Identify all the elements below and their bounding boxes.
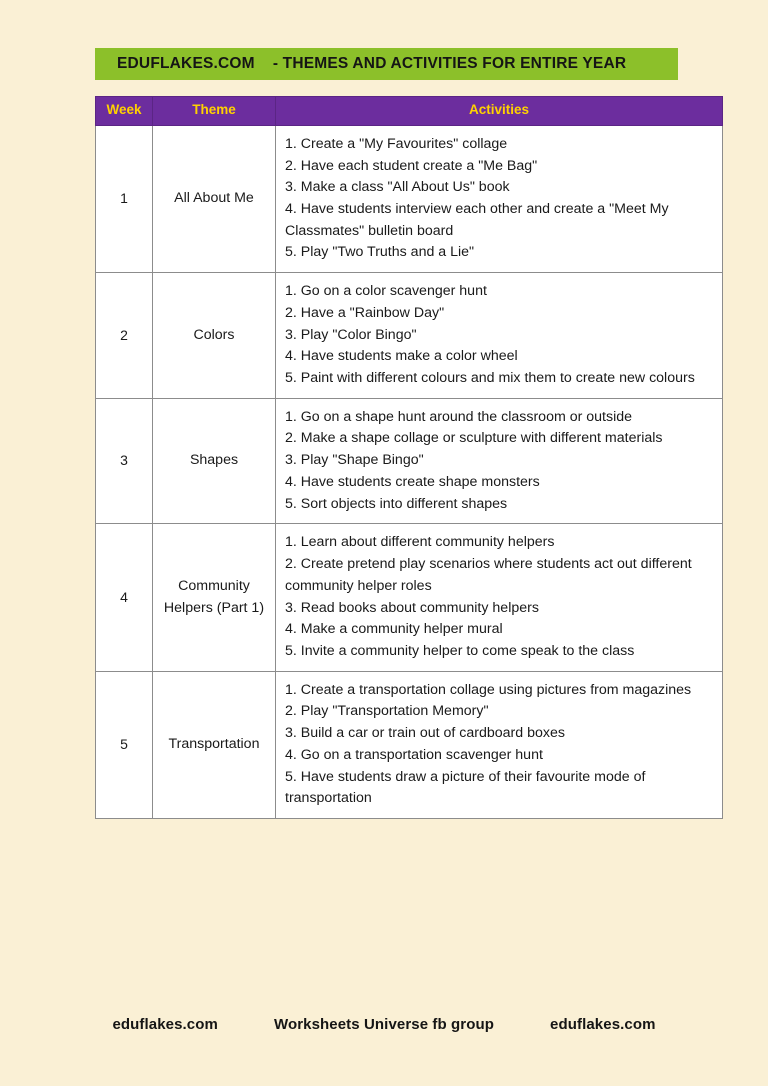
table-row <box>96 398 723 524</box>
cell-activities <box>276 398 723 524</box>
table-row <box>96 125 723 272</box>
column-header-theme: Theme <box>153 97 276 126</box>
activity-item: 3. Make a class "All About Us" book <box>285 179 510 196</box>
activity-item: 1. Learn about different community helpers <box>285 534 555 551</box>
title-banner <box>95 48 678 80</box>
activity-item: 4. Go on a transportation scavenger hunt <box>285 746 543 763</box>
activity-item: 1. Create a "My Favourites" collage <box>285 135 508 152</box>
footer-fb-group: Worksheets Universe fb group <box>273 1016 495 1033</box>
cell-theme: Shapes <box>153 398 276 524</box>
activity-item: 2. Have each student create a "Me Bag" <box>285 157 538 174</box>
activity-item: 1. Go on a color scavenger hunt <box>285 283 487 300</box>
cell-week: 3 <box>96 398 153 524</box>
activity-item: 5. Sort objects into different shapes <box>285 495 508 512</box>
cell-theme: Transportation <box>153 671 276 818</box>
title-banner-fill <box>95 48 678 80</box>
activity-item: 2. Make a shape collage or sculpture with different materials <box>285 430 663 447</box>
activity-item: 2. Create pretend play scenarios where students act out different community helper roles <box>285 556 692 594</box>
cell-week: 4 <box>96 524 153 671</box>
page-footer <box>0 1016 768 1033</box>
activity-item: 3. Play "Shape Bingo" <box>285 452 424 469</box>
schedule-table-container <box>95 96 722 819</box>
schedule-table <box>95 96 723 819</box>
table-row <box>96 273 723 399</box>
activity-item: 2. Play "Transportation Memory" <box>285 703 489 720</box>
activity-item: 5. Invite a community helper to come speak to the class <box>285 642 635 659</box>
activity-item: 3. Play "Color Bingo" <box>285 326 417 343</box>
cell-activities <box>276 125 723 272</box>
activity-item: 5. Play "Two Truths and a Lie" <box>285 244 475 261</box>
cell-theme: All About Me <box>153 125 276 272</box>
activity-item: 4. Have students interview each other and create a "Meet My Classmates" bulletin board <box>285 201 669 239</box>
activity-item: 3. Read books about community helpers <box>285 599 539 616</box>
column-header-activities: Activities <box>276 97 723 126</box>
cell-theme: Community Helpers (Part 1) <box>153 524 276 671</box>
activity-item: 5. Paint with different colours and mix them to create new colours <box>285 370 695 387</box>
activity-item: 4. Make a community helper mural <box>285 621 503 638</box>
activity-item: 4. Have students create shape monsters <box>285 473 540 490</box>
cell-theme: Colors <box>153 273 276 399</box>
title-banner-text: EDUFLAKES.COM - THEMES AND ACTIVITIES FOR ENTIRE YEAR <box>117 55 627 72</box>
table-header-row <box>96 97 723 126</box>
activity-item: 5. Have students draw a picture of their favourite mode of transportation <box>285 768 646 807</box>
cell-week: 2 <box>96 273 153 399</box>
cell-week: 5 <box>96 671 153 818</box>
activity-item: 4. Have students make a color wheel <box>285 348 518 365</box>
footer-site-right: eduflakes.com <box>550 1016 656 1033</box>
table-body <box>96 125 723 818</box>
activity-item: 1. Go on a shape hunt around the classroom or outside <box>285 408 633 425</box>
footer-site-left: eduflakes.com <box>112 1016 218 1033</box>
activity-item: 2. Have a "Rainbow Day" <box>285 304 445 321</box>
column-header-week: Week <box>96 97 153 126</box>
cell-activities <box>276 273 723 399</box>
cell-week: 1 <box>96 125 153 272</box>
cell-activities <box>276 524 723 671</box>
table-row <box>96 671 723 818</box>
table-row <box>96 524 723 671</box>
cell-activities <box>276 671 723 818</box>
activity-item: 1. Create a transportation collage using pictures from magazines <box>285 681 692 698</box>
table-header <box>96 97 723 126</box>
activity-item: 3. Build a car or train out of cardboard boxes <box>285 725 565 742</box>
